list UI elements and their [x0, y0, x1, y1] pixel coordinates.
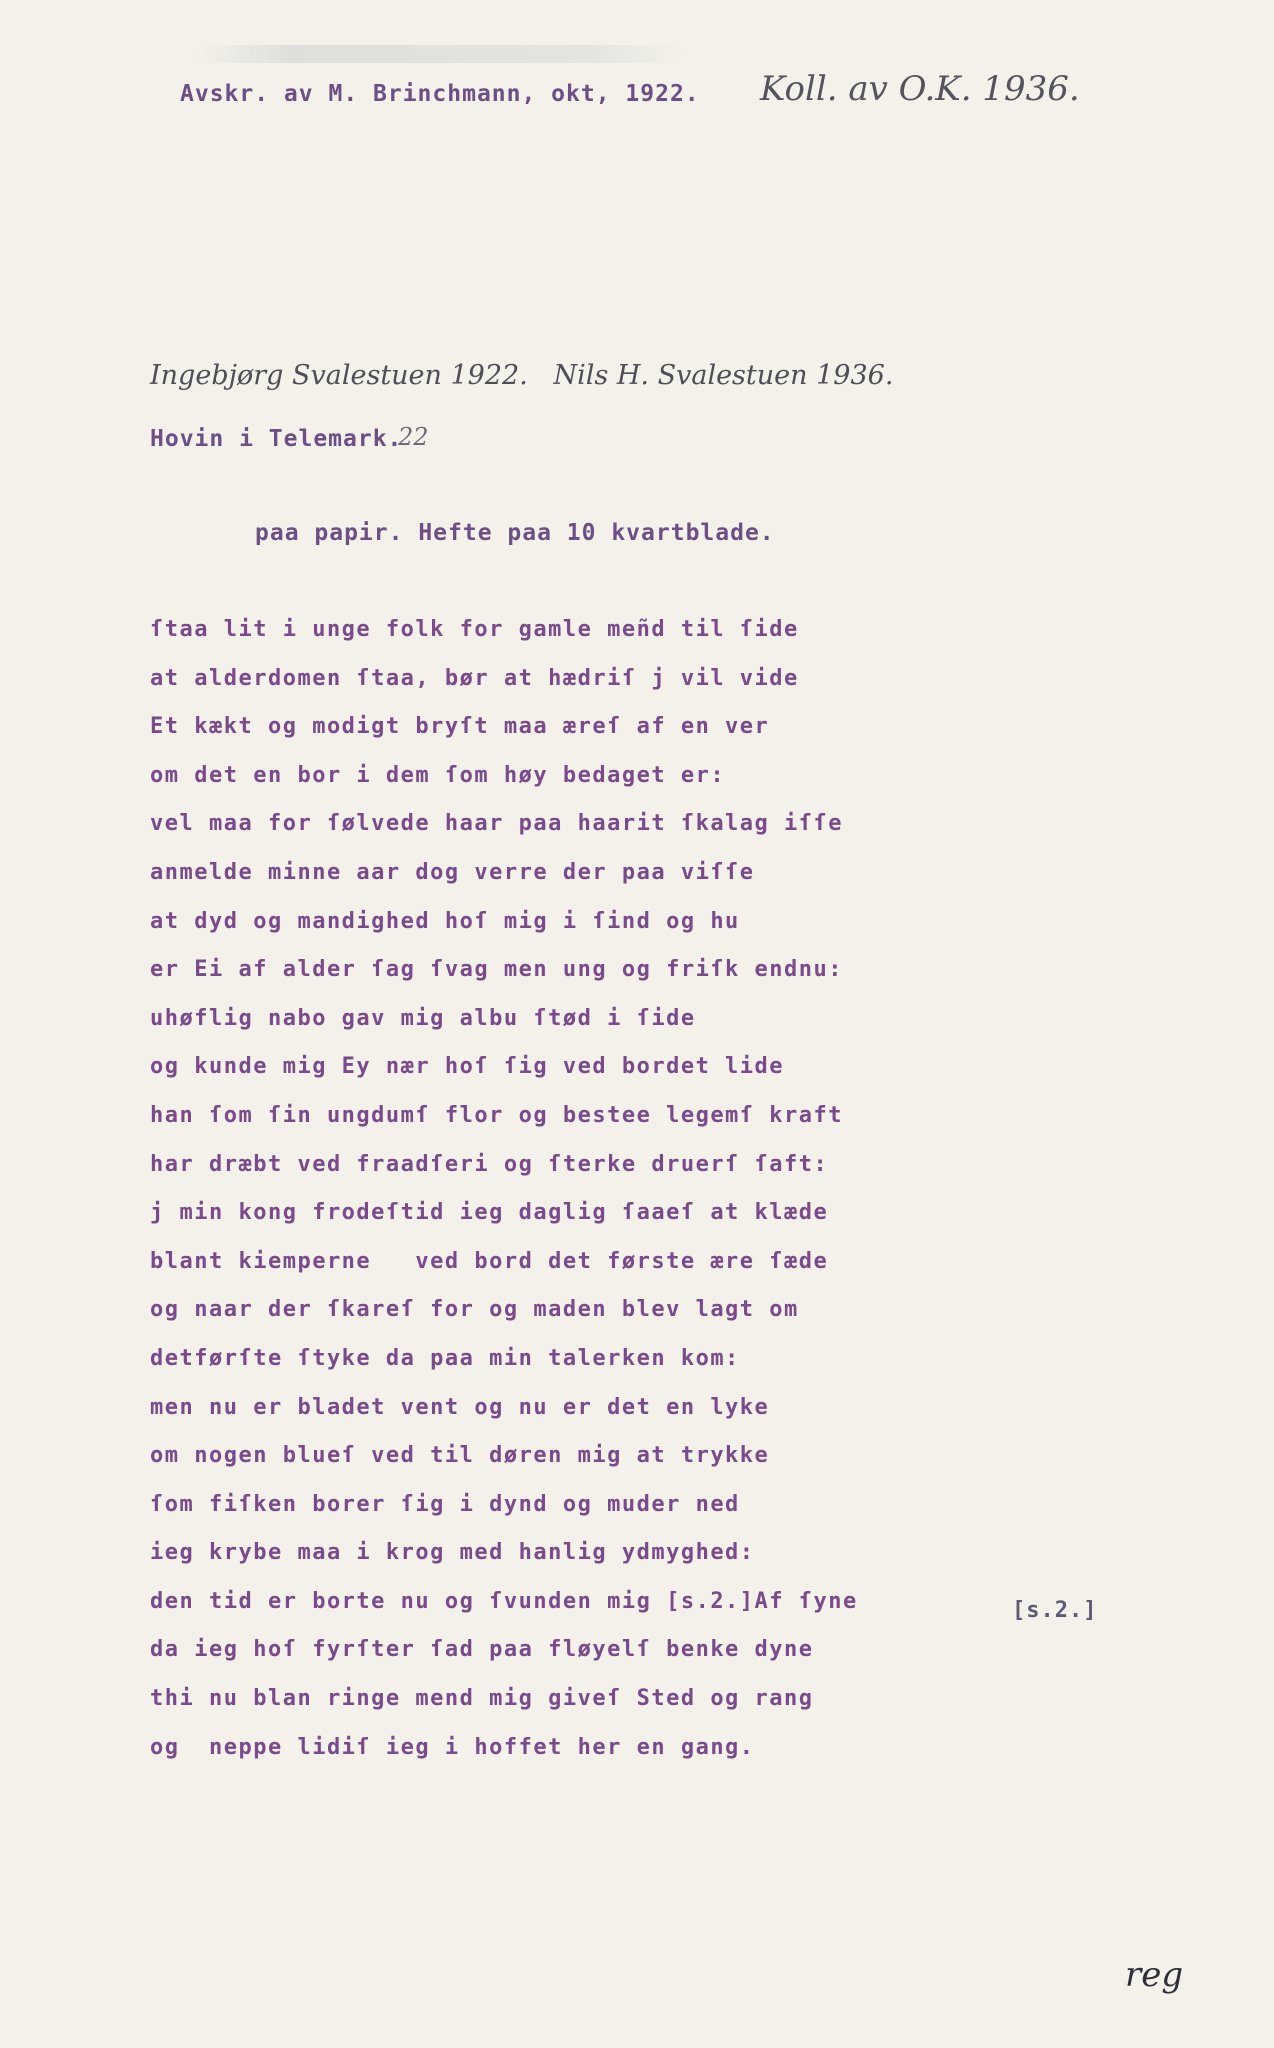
poem-line: men nu er bladet vent og nu er det en lyke	[150, 1394, 770, 1420]
poem-line: ieg krybe maa i krog med hanlig ydmyghed:	[150, 1540, 755, 1566]
place-annotation-handwritten: 22	[398, 423, 429, 451]
poem-line: at dyd og mandighed hoſ mig i ſind og hu	[150, 908, 740, 934]
poem-line: detførſte ſtyke da paa min talerken kom:	[150, 1345, 740, 1371]
poem-line: blant kiemperne ved bord det første ære ſæde	[150, 1248, 829, 1274]
poem-line: vel maa for ſølvede haar paa haarit ſkalag iſſe	[150, 811, 844, 837]
poem-line: og kunde mig Ey nær hoſ ſig ved bordet lide	[150, 1054, 785, 1080]
collation-note-handwritten: Koll. av O.K. 1936.	[760, 69, 1080, 109]
poem-line: j min kong frodeſtid ieg daglig ſaaeſ at klæde	[150, 1200, 829, 1226]
poem-line: og naar der ſkareſ for og maden blev lagt om	[150, 1297, 799, 1323]
transcription-header: Avskr. av M. Brinchmann, okt, 1922.	[180, 81, 700, 107]
poem-line: ſom fiſken borer ſig i dynd og muder ned	[150, 1491, 740, 1517]
poem-line: Et kækt og modigt bryſt maa æreſ af en ver	[150, 714, 770, 740]
place-line: Hovin i Telemark.	[150, 426, 403, 452]
poem-line: da ieg hoſ fyrſter ſad paa fløyelſ benke dyne	[150, 1637, 814, 1663]
poem-line: og neppe lidiſ ieg i hoffet her en gang.	[150, 1734, 755, 1760]
margin-page-reference: [s.2.]	[1012, 1598, 1098, 1623]
poem-line: han ſom ſin ungdumſ flor og bestee legemſ kraft	[150, 1102, 844, 1128]
corner-handwritten-mark: reg	[1125, 1955, 1184, 1995]
poem-line: at alderdomen ſtaa, bør at hædriſ j vil vide	[150, 665, 799, 691]
poem-line: anmelde minne aar dog verre der paa viſſe	[150, 859, 755, 885]
poem-line: ſtaa lit i unge folk for gamle meñd til ſide	[150, 617, 799, 642]
manuscript-description: paa papir. Hefte paa 10 kvartblade.	[255, 520, 775, 546]
erased-text-smudge	[195, 45, 685, 63]
informant-names-handwritten: Ingebjørg Svalestuen 1922. Nils H. Svalestuen 1936.	[150, 360, 894, 391]
poem-line: om det en bor i dem ſom høy bedaget er:	[150, 762, 726, 788]
poem-line: om nogen blueſ ved til døren mig at trykke	[150, 1443, 770, 1469]
poem-line: den tid er borte nu og ſvunden mig [s.2.]Af ſyne	[150, 1588, 858, 1614]
poem-line: er Ei af alder ſag ſvag men ung og friſk endnu:	[150, 957, 844, 983]
poem-line: uhøflig nabo gav mig albu ſtød i ſide	[150, 1005, 696, 1031]
poem-line: thi nu blan ringe mend mig giveſ Sted og rang	[150, 1686, 814, 1712]
poem-line: har dræbt ved fraadſeri og ſterke druerſ ſaft:	[150, 1151, 829, 1177]
poem-text	[150, 618, 858, 1784]
